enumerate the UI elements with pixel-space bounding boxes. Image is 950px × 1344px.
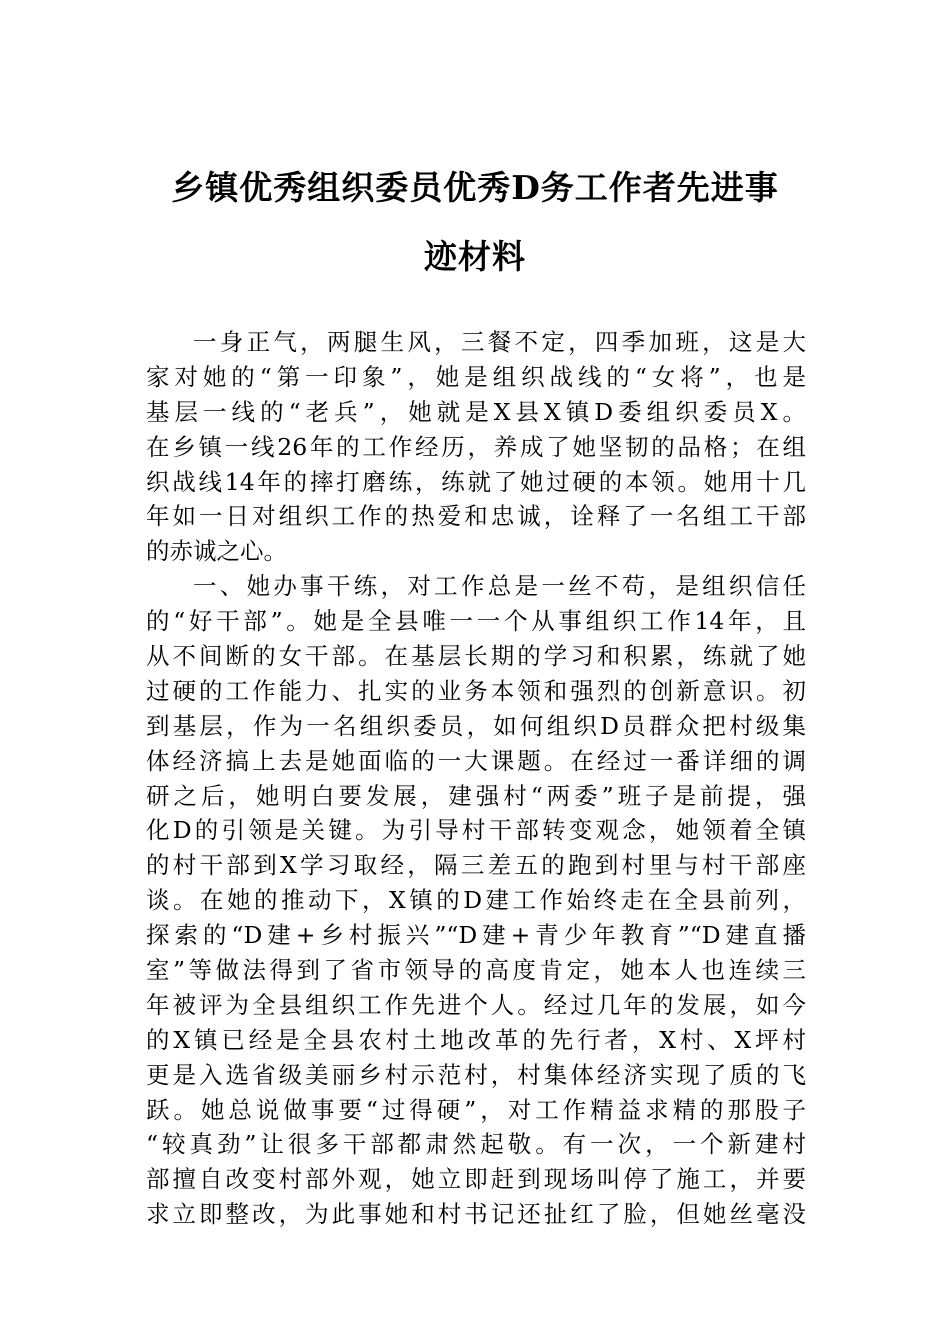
body-line: 到基层，作为一名组织委员，如何组织D员群众把村级集 [146,711,806,740]
document-title-line-2: 迹材料 [424,237,526,276]
body-line: 一身正气，两腿生风，三餐不定，四季加班，这是大 [193,328,806,356]
body-line: 的村干部到X学习取经，隔三差五的跑到村里与村干部座 [146,851,806,880]
body-line: 一、她办事干练，对工作总是一丝不苟，是组织信任 [193,572,806,601]
body-line: 的X镇已经是全县农村土地改革的先行者，X村、X坪村 [146,1025,806,1054]
body-line: 化D的引领是关键。为引导村干部转变观念，她领着全镇 [146,816,806,845]
document-title-line-1: 乡镇优秀组织委员优秀D务工作者先进事 [171,168,779,207]
body-line: 从不间断的女干部。在基层长期的学习和积累，练就了她 [146,642,806,671]
body-line: 过硬的工作能力、扎实的业务本领和强烈的创新意识。初 [146,676,806,705]
body-line: 室”等做法得到了省市领导的高度肯定，她本人也连续三 [146,956,806,985]
body-line: 探索的“D建+乡村振兴”“D建+青少年教育”“D建直播 [146,921,806,950]
body-line: 的赤诚之心。 [146,537,287,566]
body-line: 家对她的“第一印象”，她是组织战线的“女将”，也是 [146,362,806,391]
body-line: 织战线14年的摔打磨练，练就了她过硬的本领。她用十几 [146,467,806,496]
body-line: 基层一线的“老兵”，她就是X县X镇D委组织委员X。 [146,397,806,426]
body-line: 年被评为全县组织工作先进个人。经过几年的发展，如今 [146,990,806,1019]
body-line: 谈。在她的推动下，X镇的D建工作始终走在全县前列， [146,886,806,915]
body-line: 年如一日对组织工作的热爱和忠诚，诠释了一名组工干部 [146,502,806,531]
body-line: 更是入选省级美丽乡村示范村，村集体经济实现了质的飞 [146,1060,806,1089]
body-line: 在乡镇一线26年的工作经历，养成了她坚韧的品格；在组 [146,432,806,461]
document-body [146,325,806,1232]
body-line: 研之后，她明白要发展，建强村“两委”班子是前提，强 [146,781,806,810]
body-line: 跃。她总说做事要“过得硬”，对工作精益求精的那股子 [146,1095,806,1124]
body-line: 求立即整改，为此事她和村书记还扯红了脸，但她丝毫没 [146,1200,806,1229]
body-line: 的“好干部”。她是全县唯一一个从事组织工作14年，且 [146,607,806,636]
body-line: 部擅自改变村部外观，她立即赶到现场叫停了施工，并要 [146,1165,806,1194]
body-line: 体经济搞上去是她面临的一大课题。在经过一番详细的调 [146,746,806,775]
body-line: “较真劲”让很多干部都肃然起敬。有一次，一个新建村 [146,1130,806,1159]
